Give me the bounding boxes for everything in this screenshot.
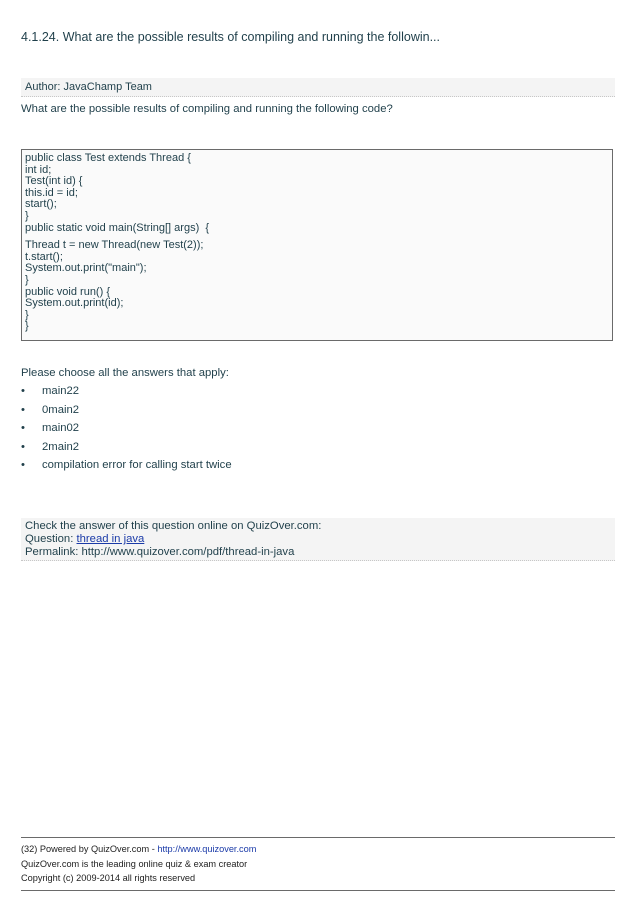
- code-line: System.out.print(id);: [25, 297, 124, 310]
- footer-copyright: Copyright (c) 2009-2014 all rights reserved: [21, 873, 196, 883]
- question-text: What are the possible results of compiling and running the following code?: [21, 103, 393, 115]
- answer-label: main02: [42, 422, 80, 435]
- code-line: public static void main(String[] args) {: [25, 221, 210, 234]
- answer-label: 2main2: [42, 440, 80, 453]
- bullet-icon: •: [21, 422, 25, 435]
- code-line: }: [25, 273, 29, 286]
- code-line: }: [25, 320, 29, 333]
- code-line: }: [25, 308, 29, 321]
- answer-label: compilation error for calling start twice: [42, 459, 232, 472]
- code-line: int id;: [25, 163, 52, 176]
- code-line: start();: [25, 198, 57, 211]
- code-block: [21, 149, 613, 341]
- code-line: Test(int id) {: [25, 175, 83, 188]
- footer-tagline: QuizOver.com is the leading online quiz & exam creator: [21, 859, 248, 869]
- footer-divider-top: [21, 837, 615, 838]
- author-bar: [21, 78, 615, 97]
- author-label: Author: JavaChamp Team: [25, 81, 152, 93]
- code-line: Thread t = new Thread(new Test(2));: [25, 239, 204, 252]
- code-line: t.start();: [25, 250, 63, 263]
- answers-prompt: Please choose all the answers that apply:: [21, 367, 229, 379]
- bullet-icon: •: [21, 440, 25, 453]
- check-intro: Check the answer of this question online on QuizOver.com:: [25, 520, 322, 532]
- question-label: Question:: [25, 533, 77, 545]
- question-link[interactable]: thread in java: [76, 533, 145, 545]
- footer-site-link[interactable]: http://www.quizover.com: [157, 844, 257, 854]
- check-answer-box: [21, 518, 615, 561]
- check-question-line: [25, 533, 144, 545]
- answer-label: main22: [42, 385, 80, 397]
- bullet-icon: •: [21, 385, 25, 397]
- page-title: 4.1.24. What are the possible results of compiling and running the followin...: [21, 30, 440, 44]
- answer-label: 0main2: [42, 403, 80, 416]
- code-line: public void run() {: [25, 285, 110, 298]
- code-line: System.out.print("main");: [25, 262, 147, 275]
- bullet-icon: •: [21, 459, 25, 472]
- footer-divider-bottom: [21, 890, 615, 891]
- code-line: public class Test extends Thread {: [25, 152, 191, 164]
- bullet-icon: •: [21, 403, 25, 416]
- code-line: this.id = id;: [25, 186, 78, 199]
- code-line: }: [25, 209, 29, 222]
- footer-powered: [21, 844, 256, 854]
- footer-powered-prefix: (32) Powered by QuizOver.com -: [21, 844, 158, 854]
- permalink: Permalink: http://www.quizover.com/pdf/thread-in-java: [25, 546, 295, 558]
